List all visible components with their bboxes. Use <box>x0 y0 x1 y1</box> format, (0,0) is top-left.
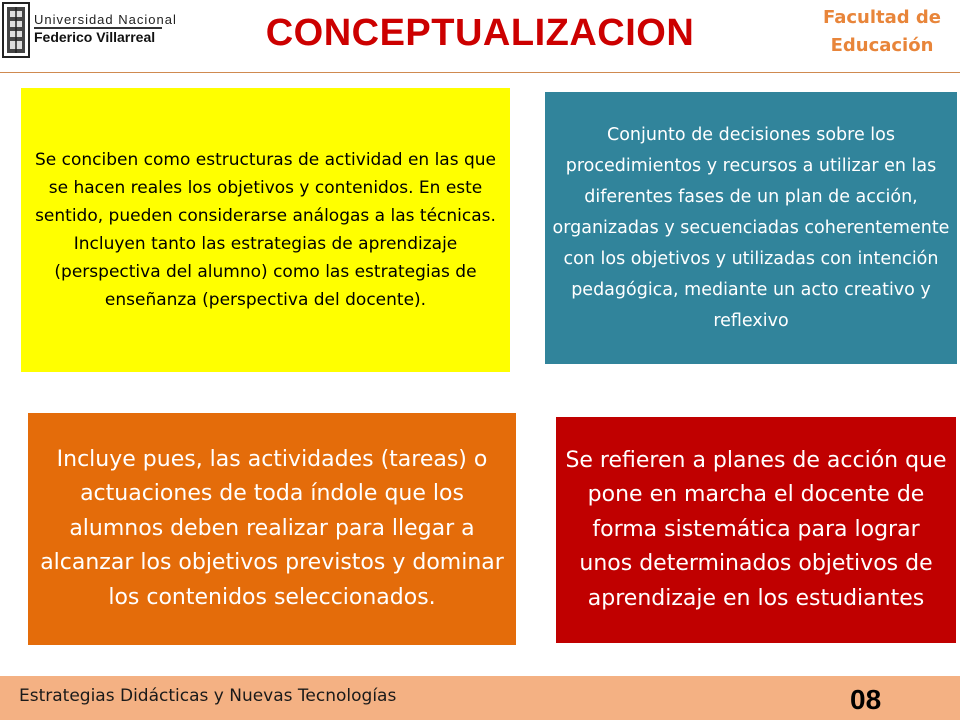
definition-text-teal: Conjunto de decisiones sobre los procedimientos y recursos a utilizar en las diferentes fases de un plan de acción, organizadas y secuenciadas coherentemente con los objetivos y utilizadas con intención pedagógica, mediante un acto creativo y reflexivo <box>552 124 950 331</box>
definition-box-orange <box>28 413 516 645</box>
page-title: CONCEPTUALIZACION <box>265 12 695 54</box>
definition-text-red: Se refieren a planes de acción que pone en marcha el docente de forma sistemática para lograr unos determinados objetivos de aprendizaje en los estudiantes <box>565 447 947 611</box>
definition-text-orange: Incluye pues, las actividades (tareas) o actuaciones de toda índole que los alumnos deben realizar para llegar a alcanzar los objetivos previstos y dominar los contenidos seleccionados. <box>40 446 504 610</box>
header-divider <box>0 72 960 73</box>
definition-text-yellow: Se conciben como estructuras de actividad en las que se hacen reales los objetivos y contenidos. En este sentido, pueden considerarse análogas a las técnicas. Incluyen tanto las estrategias de aprendizaje (perspectiva del alumno) como las estrategias de enseñanza (perspectiva del docente). <box>34 150 497 310</box>
university-crest-icon <box>2 2 30 58</box>
university-name-line2: Federico Villarreal <box>34 29 156 45</box>
page-number: 08 <box>850 684 882 715</box>
faculty-line1: Facultad de <box>822 7 942 28</box>
definition-box-teal <box>545 92 957 364</box>
university-logo <box>0 0 177 60</box>
course-title: Estrategias Didácticas y Nuevas Tecnologías <box>19 686 397 706</box>
footer-bar <box>0 676 960 720</box>
faculty-line2: Educación <box>830 35 934 56</box>
university-name-line1: Universidad Nacional <box>34 12 177 27</box>
faculty-name <box>812 4 952 60</box>
definition-box-yellow <box>21 88 510 372</box>
definition-box-red <box>556 417 956 643</box>
